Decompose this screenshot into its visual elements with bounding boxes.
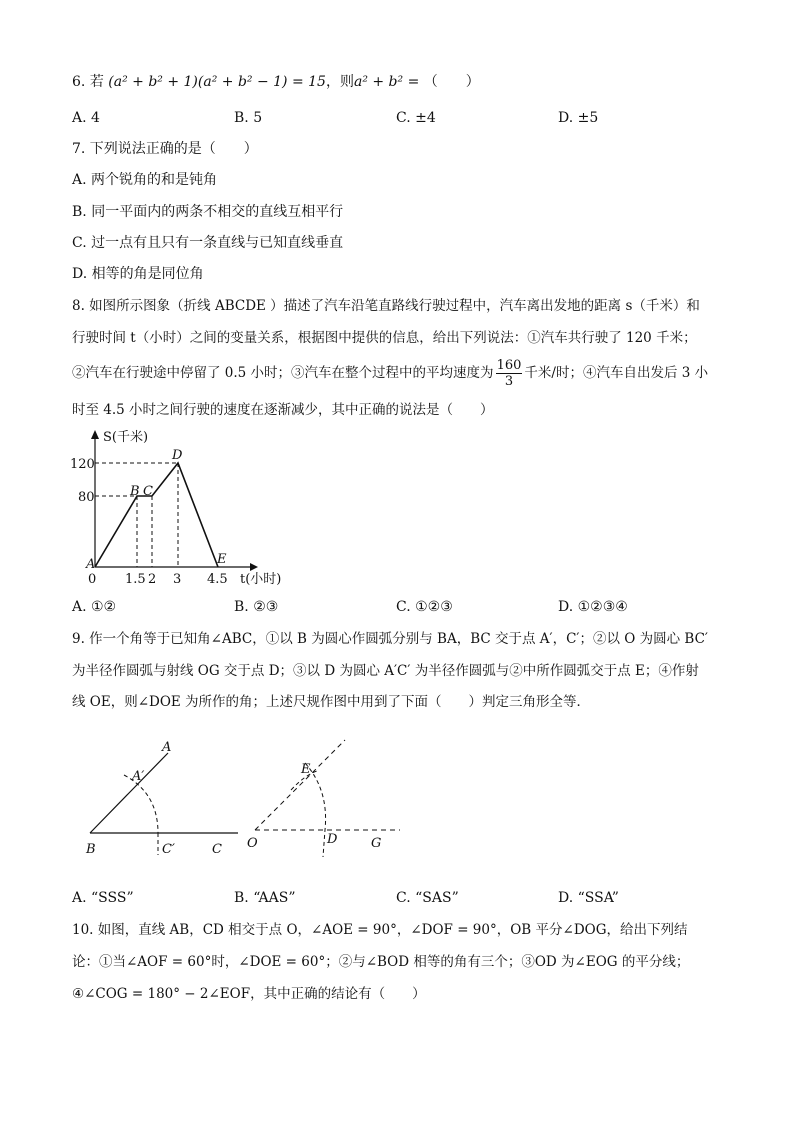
point-b-label: B — [130, 484, 140, 499]
q9-angle-abc-figure — [80, 735, 250, 860]
q10-line-2: 论：①当∠AOF = 60°时，∠DOE = 60°；②与∠BOD 相等的角有三个；③OD 为∠EOG 的平分线； — [72, 954, 690, 970]
x-tick-0: 0 — [88, 572, 97, 587]
x-axis-arrow — [250, 563, 258, 571]
q8-line-4: 时至 4.5 小时之间行驶的速度在逐渐减少，其中正确的说法是（ ） — [72, 402, 494, 418]
label-b: B — [86, 842, 96, 857]
q9-option-d: D. “SSA” — [558, 890, 619, 906]
q7-option-b: B. 同一平面内的两条不相交的直线互相平行 — [72, 204, 344, 220]
y-tick-120: 120 — [70, 457, 95, 472]
label-a: A — [162, 740, 172, 755]
point-a-label: A — [86, 557, 96, 572]
label-g: G — [371, 836, 382, 851]
q8-line-1: 8. 如图所示图象（折线 ABCDE ）描述了汽车沿笔直路线行驶过程中，汽车离出发地的距离 s（千米）和 — [72, 298, 700, 314]
fraction-160-over-3: $\frac{160}{3}$ — [496, 358, 522, 389]
q6-stem: 6. 若 (a² + b² + 1)(a² + b² − 1) = 15，则a² + b² = （ ） — [72, 74, 480, 90]
q6-option-d: D. ±5 — [558, 110, 599, 126]
q8-line-2: 行驶时间 t（小时）之间的变量关系，根据图中提供的信息，给出下列说法：①汽车共行驶了 120 千米； — [72, 330, 697, 346]
q9-angle-doe-figure — [245, 735, 415, 860]
label-d: D — [327, 832, 338, 847]
q9-line-2: 为半径作圆弧与射线 OG 交于点 D；③以 D 为圆心 A′C′ 为半径作圆弧与②中所作圆弧交于点 E；④作射 — [72, 663, 699, 679]
q9-option-c: C. “SAS” — [396, 890, 459, 906]
point-d-label: D — [172, 448, 183, 463]
label-c: C — [212, 842, 222, 857]
q7-option-c: C. 过一点有且只有一条直线与已知直线垂直 — [72, 235, 344, 251]
q8-option-b: B. ②③ — [234, 599, 279, 615]
q7-option-d: D. 相等的角是同位角 — [72, 266, 204, 282]
x-tick-2: 2 — [148, 572, 157, 587]
q6-option-a: A. 4 — [72, 110, 100, 126]
q8-option-c: C. ①②③ — [396, 599, 453, 615]
y-axis-arrow — [91, 430, 99, 439]
q6-option-c: C. ±4 — [396, 110, 436, 126]
ray-oe — [255, 740, 345, 830]
y-tick-80: 80 — [78, 490, 95, 505]
q7-option-a: A. 两个锐角的和是钝角 — [72, 172, 218, 188]
q10-line-3: ④∠COG = 180° − 2∠EOF，其中正确的结论有（ ） — [72, 986, 426, 1002]
q9-line-1: 9. 作一个角等于已知角∠ABC，①以 B 为圆心作圆弧分别与 BA，BC 交于点 A′，C′；②以 O 为圆心 BC′ — [72, 631, 708, 647]
x-tick-3: 3 — [173, 572, 182, 587]
q6-option-b: B. 5 — [234, 110, 263, 126]
label-a-prime: A′ — [132, 769, 145, 784]
label-e: E — [301, 762, 311, 777]
q9-option-a: A. “SSS” — [72, 890, 134, 906]
x-tick-1-5: 1.5 — [125, 572, 146, 587]
q8-distance-time-graph — [70, 425, 300, 595]
point-c-label: C — [143, 484, 153, 499]
y-axis-label: S(千米) — [103, 430, 149, 445]
q9-line-3: 线 OE，则∠DOE 为所作的角；上述尺规作图中用到了下面（ ）判定三角形全等． — [72, 694, 591, 710]
q8-option-d: D. ①②③④ — [558, 599, 628, 615]
polyline-abcde — [95, 463, 218, 567]
q7-stem: 7. 下列说法正确的是（ ） — [72, 141, 258, 157]
q9-option-b: B. “AAS” — [234, 890, 296, 906]
label-o: O — [247, 836, 258, 851]
q8-option-a: A. ①② — [72, 599, 117, 615]
q8-line-3: ②汽车在行驶途中停留了 0.5 小时；③汽车在整个过程中的平均速度为 $\frac{160}{3}$ 千米/时；④汽车自出发后 3 小 — [72, 358, 709, 389]
q10-line-1: 10. 如图，直线 AB，CD 相交于点 O，∠AOE = 90°，∠DOF = 90°，OB 平分∠DOG，给出下列结 — [72, 922, 688, 938]
x-axis-label: t(小时) — [240, 572, 282, 587]
q6-equation: (a² + b² + 1)(a² + b² − 1) = 15 — [108, 74, 326, 90]
q6-number: 6. — [72, 74, 86, 90]
point-e-label: E — [217, 552, 227, 567]
label-c-prime: C′ — [162, 842, 175, 857]
ray-ba — [90, 753, 168, 833]
x-tick-4-5: 4.5 — [207, 572, 228, 587]
